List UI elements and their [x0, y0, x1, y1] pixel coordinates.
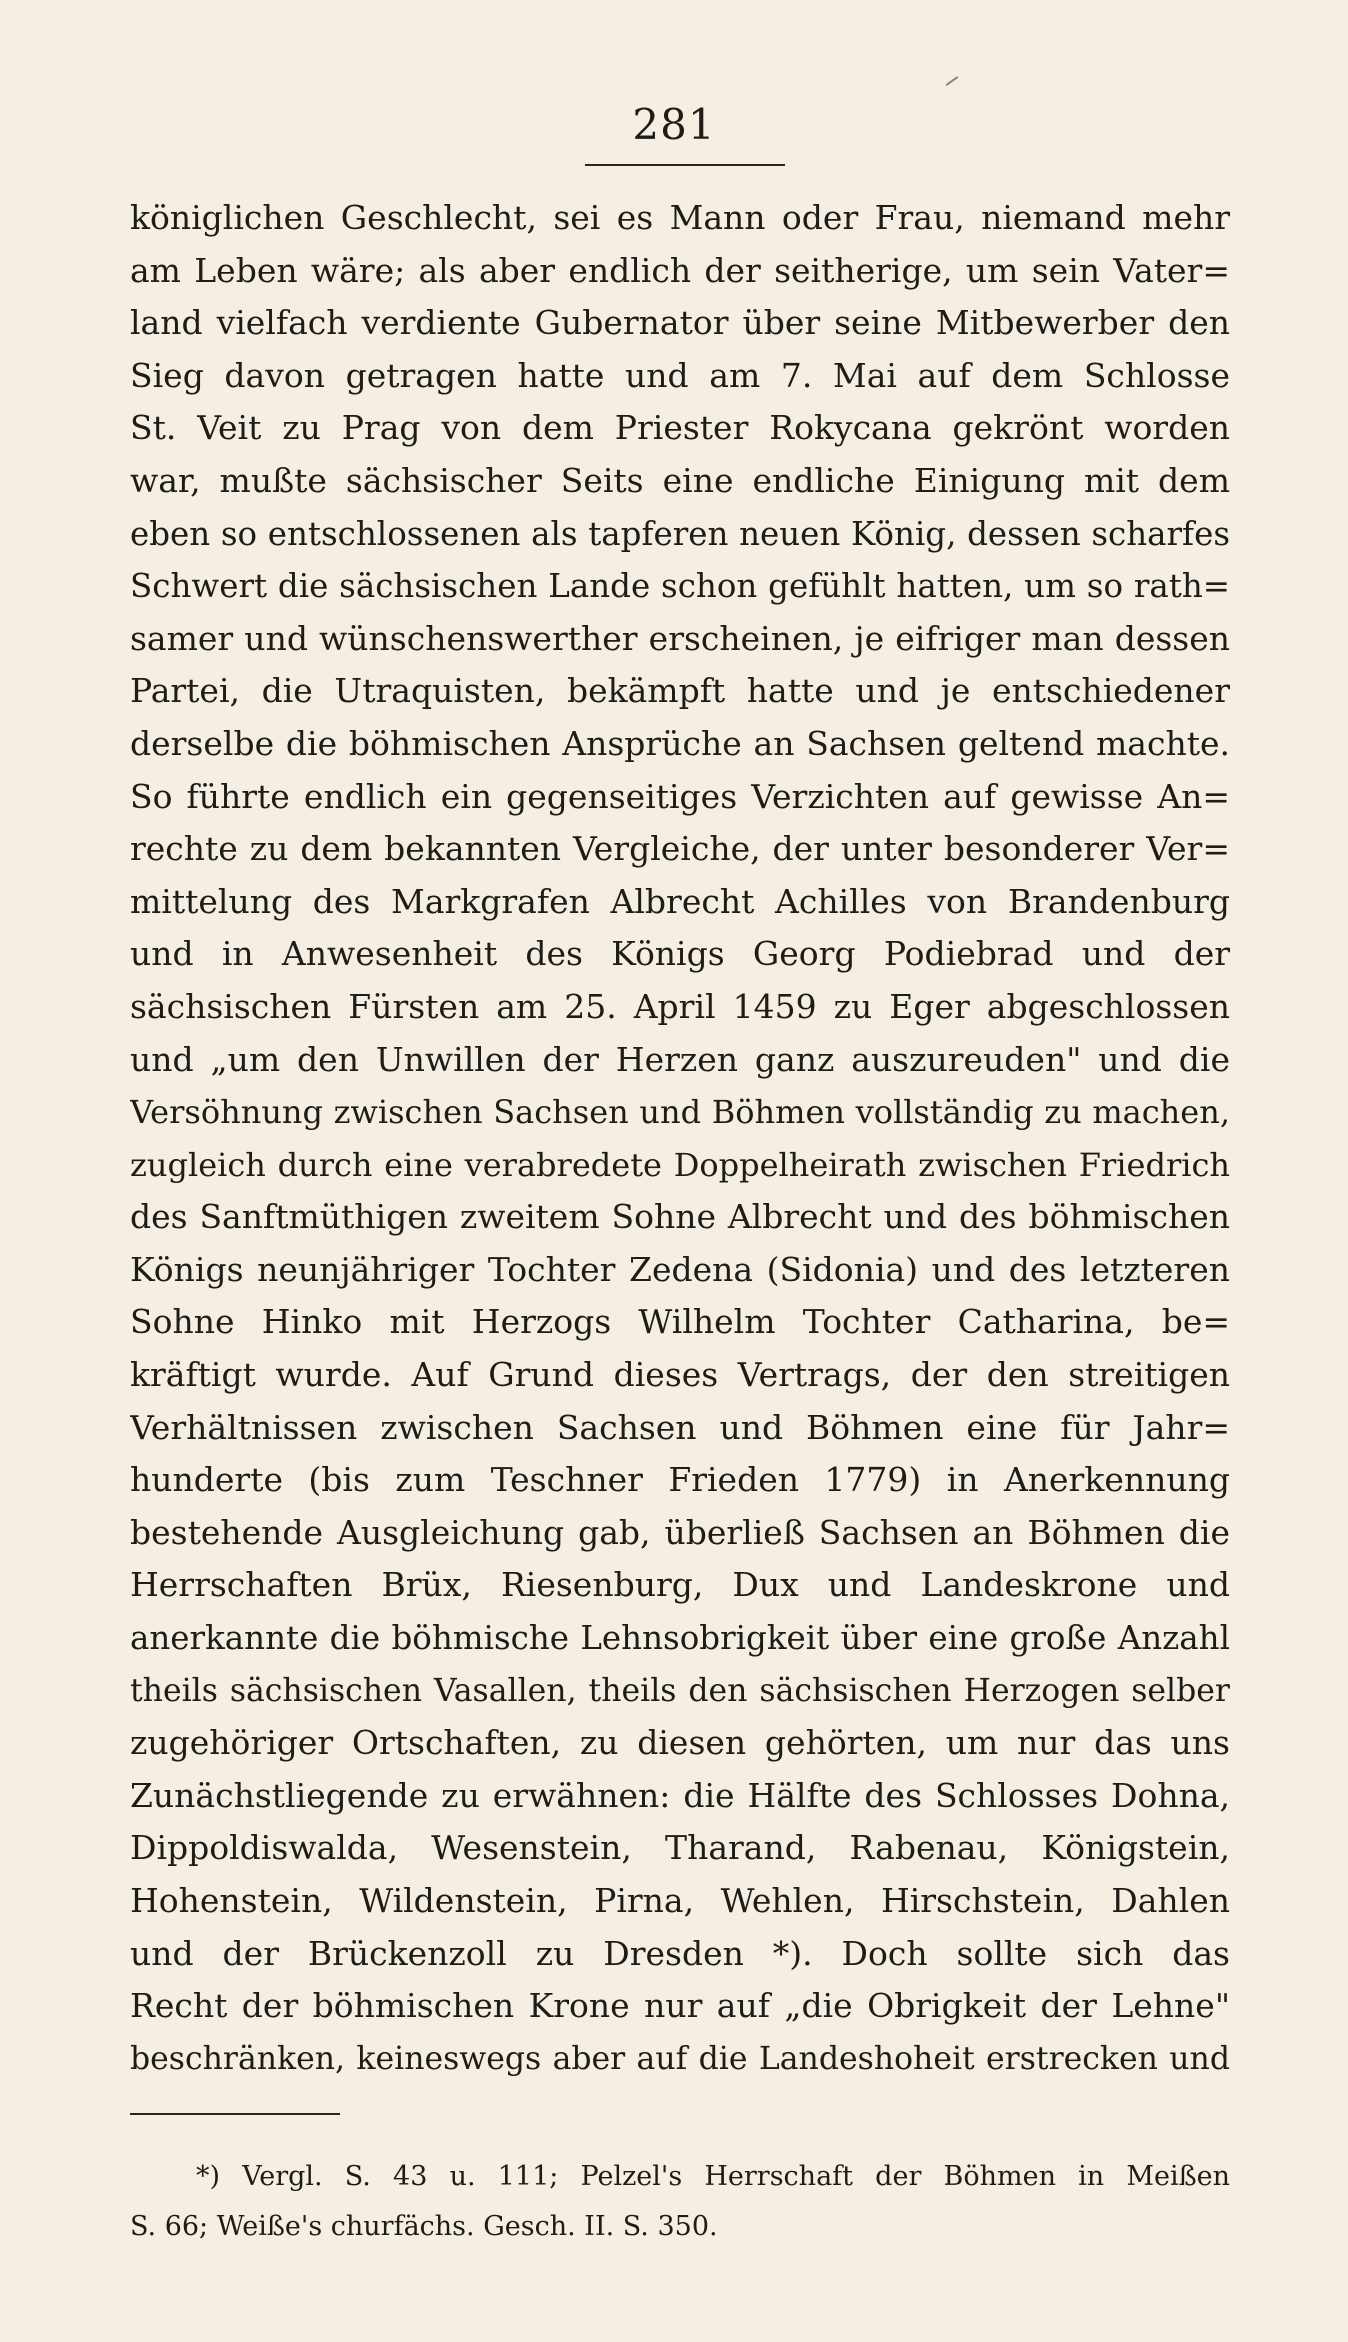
corner-mark	[946, 76, 959, 86]
footnotes	[130, 2152, 1230, 2252]
text-line: mittelung des Markgrafen Albrecht Achilles von Brandenburg	[130, 881, 1230, 921]
footnote-rule	[130, 2113, 340, 2115]
header-rule	[585, 164, 785, 166]
footnote-line: *) Vergl. S. 43 u. 111; Pelzel's Herrschaft der Böhmen in Meißen	[196, 2161, 1230, 2192]
text-line: Zunächstliegende zu erwähnen: die Hälfte des Schlosses Dohna,	[130, 1775, 1230, 1815]
text-line: theils sächsischen Vasallen, theils den sächsischen Herzogen selber	[130, 1672, 1230, 1709]
text-line: zugehöriger Ortschaften, zu diesen gehörten, um nur das uns	[130, 1723, 1230, 1763]
text-line: So führte endlich ein gegenseitiges Verzichten auf gewisse An=	[130, 776, 1230, 816]
text-line: Sieg davon getragen hatte und am 7. Mai auf dem Schlosse	[130, 355, 1230, 395]
text-line: des Sanftmüthigen zweitem Sohne Albrecht und des böhmischen	[130, 1197, 1230, 1237]
text-line: und der Brückenzoll zu Dresden *). Doch sollte sich das	[130, 1933, 1230, 1973]
text-line: hunderte (bis zum Teschner Frieden 1779) in Anerkennung	[130, 1460, 1230, 1500]
text-line: Hohenstein, Wildenstein, Pirna, Wehlen, Hirschstein, Dahlen	[130, 1881, 1230, 1920]
text-line: rechte zu dem bekannten Vergleiche, der unter besonderer Ver=	[130, 829, 1230, 869]
page-number: 281	[632, 100, 716, 149]
footnote-line: S. 66; Weiße's churfächs. Gesch. II. S. 350.	[130, 2211, 718, 2242]
text-line: sächsischen Fürsten am 25. April 1459 zu Eger abgeschlossen	[130, 986, 1230, 1026]
text-line: Königs neunjähriger Tochter Zedena (Sidonia) und des letzteren	[130, 1249, 1230, 1289]
text-line: derselbe die böhmischen Ansprüche an Sachsen geltend machte.	[130, 723, 1230, 763]
text-line: Schwert die sächsischen Lande schon gefühlt hatten, um so rath=	[130, 567, 1230, 606]
text-line: beschränken, keineswegs aber auf die Landeshoheit erstrecken und	[130, 2040, 1230, 2077]
text-line: Sohne Hinko mit Herzogs Wilhelm Tochter Catharina, be=	[130, 1302, 1230, 1342]
text-line: königlichen Geschlecht, sei es Mann oder Frau, niemand mehr	[130, 198, 1230, 237]
text-line: Herrschaften Brüx, Riesenburg, Dux und Landeskrone und	[130, 1565, 1230, 1605]
text-line: Versöhnung zwischen Sachsen und Böhmen vollständig zu machen,	[130, 1093, 1230, 1132]
text-line: bestehende Ausgleichung gab, überließ Sachsen an Böhmen die	[130, 1512, 1230, 1552]
text-line: am Leben wäre; als aber endlich der seitherige, um sein Vater=	[130, 250, 1230, 290]
text-line: kräftigt wurde. Auf Grund dieses Vertrags, der den streitigen	[130, 1355, 1230, 1395]
text-line: und in Anwesenheit des Königs Georg Podiebrad und der	[130, 934, 1230, 974]
text-line: zugleich durch eine verabredete Doppelheirath zwischen Friedrich	[130, 1145, 1230, 1184]
text-line: Dippoldiswalda, Wesenstein, Tharand, Rabenau, Königstein,	[130, 1828, 1230, 1868]
text-line: samer und wünschenswerther erscheinen, je eifriger man dessen	[130, 618, 1230, 658]
text-line: anerkannte die böhmische Lehnsobrigkeit über eine große Anzahl	[130, 1619, 1230, 1658]
text-line: Recht der böhmischen Krone nur auf „die Obrigkeit der Lehne"	[130, 1986, 1230, 2026]
text-line: Verhältnissen zwischen Sachsen und Böhmen eine für Jahr=	[130, 1407, 1230, 1447]
text-line: eben so entschlossenen als tapferen neuen König, dessen scharfes	[130, 514, 1230, 553]
body-text	[130, 192, 1230, 2085]
text-line: land vielfach verdiente Gubernator über seine Mitbewerber den	[130, 303, 1230, 343]
text-line: St. Veit zu Prag von dem Priester Rokycana gekrönt worden	[130, 408, 1230, 448]
text-line: und „um den Unwillen der Herzen ganz auszureuden" und die	[130, 1039, 1230, 1079]
text-line: Partei, die Utraquisten, bekämpft hatte und je entschiedener	[130, 671, 1230, 711]
text-line: war, mußte sächsischer Seits eine endliche Einigung mit dem	[130, 460, 1230, 500]
